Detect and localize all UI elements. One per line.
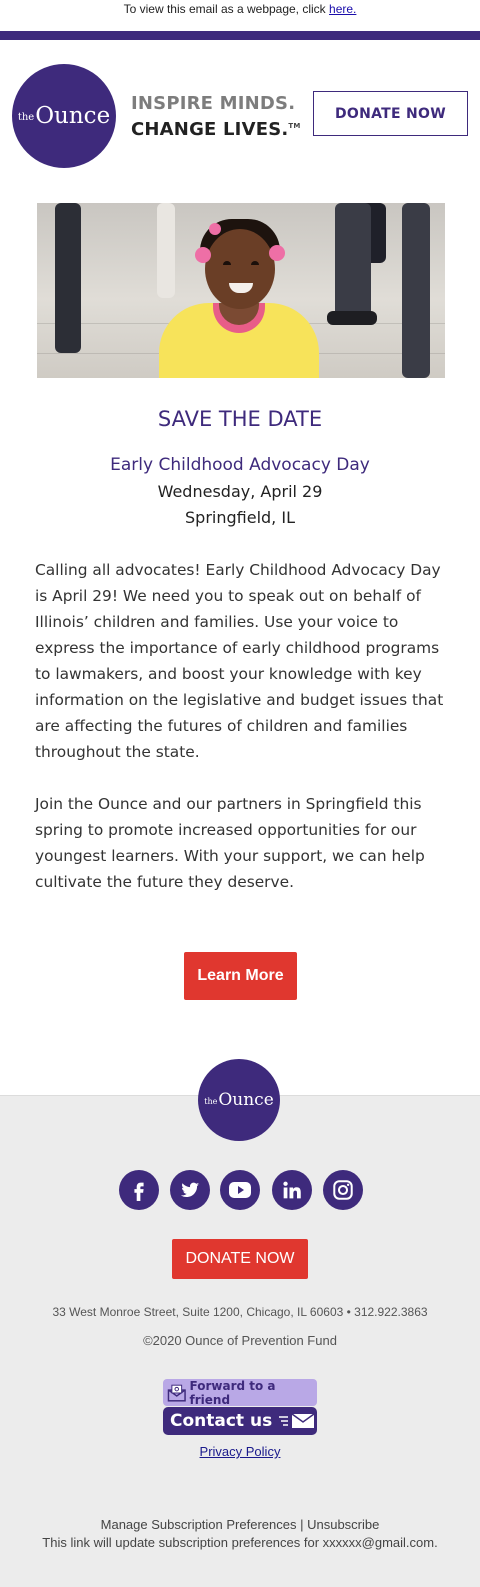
footer-logo-main-text: Ounce [218,1090,274,1110]
child-face [205,229,275,309]
tagline-line-2-text: CHANGE LIVES. [131,119,289,140]
footer-ounce-logo[interactable] [198,1059,280,1141]
background-leg [335,203,371,318]
body-paragraph-2: Join the Ounce and our partners in Springfield this spring to promote increased opportunities for our youngest learners. With your support, we can help cultivate the future they deserve. [35,795,425,891]
background-leg [157,203,175,298]
event-date: Wednesday, April 29 [157,482,323,501]
hair-clip [209,223,221,235]
twitter-link[interactable] [170,1170,210,1210]
child-eye [251,261,259,265]
footer-donate-now-button[interactable]: DONATE NOW [172,1239,308,1279]
facebook-link[interactable] [119,1170,159,1210]
footer-logo-small-text: the [204,1096,218,1106]
learn-more-button[interactable]: Learn More [184,952,297,1000]
envelope-icon [167,1384,187,1402]
preheader-text: To view this email as a webpage, click [123,2,330,16]
contact-us-button[interactable] [163,1407,317,1435]
background-shoe [327,311,377,325]
forward-label: Forward to a friend [189,1378,276,1407]
link-separator: | [296,1517,308,1532]
youtube-icon [228,1180,252,1200]
linkedin-icon [282,1180,302,1200]
background-leg [402,203,430,378]
email-header [0,40,480,190]
twitter-icon [179,1179,201,1201]
youtube-link[interactable] [220,1170,260,1210]
trademark-mark: TM [288,122,301,130]
hair-clip [269,245,285,261]
instagram-icon [332,1179,354,1201]
logo-small-text: the [17,111,35,123]
background-leg [55,203,81,353]
contact-label: Contact us [170,1411,273,1431]
unsubscribe-link[interactable]: Unsubscribe [307,1517,380,1532]
tagline-line-2 [131,115,301,141]
mailing-address: 33 West Monroe Street, Suite 1200, Chicago, IL 60603 • 312.922.3863 [52,1305,428,1319]
donate-now-button[interactable]: DONATE NOW [313,91,468,136]
instagram-link[interactable] [323,1170,363,1210]
tagline-line-1: INSPIRE MINDS. [131,93,296,114]
preheader [0,0,480,31]
tagline [131,92,301,141]
privacy-policy-row [0,1444,480,1459]
save-the-date-heading: SAVE THE DATE [157,407,323,431]
event-location: Springfield, IL [185,508,295,527]
webpage-link[interactable]: here. [329,2,357,16]
child-eye [223,261,231,265]
forward-to-friend-button[interactable] [163,1379,317,1406]
logo-main-text: Ounce [35,103,111,129]
mail-icon [278,1412,316,1430]
body-paragraph-1: Calling all advocates! Early Childhood Advocacy Day is April 29! We need you to speak out on behalf of Illinois’ children and families. Use your voice to express the importance of early childhood programs to lawmakers, and boost your knowledge with key information on the legislative and budget issues that are affecting the futures of children and families throughout the state. [35,561,444,761]
facebook-icon [128,1179,150,1201]
subscription-note: This link will update subscription preferences for xxxxxx@gmail.com. [42,1535,438,1550]
manage-subscription-link[interactable]: Manage Subscription Preferences [100,1517,297,1532]
linkedin-link[interactable] [272,1170,312,1210]
subscription-row [0,1517,480,1532]
top-accent-bar [0,31,480,40]
hero-image [37,203,445,378]
copyright: ©2020 Ounce of Prevention Fund [143,1333,337,1348]
event-name: Early Childhood Advocacy Day [110,455,370,475]
ounce-logo[interactable] [12,64,116,168]
hair-clip [195,247,211,263]
privacy-policy-link[interactable]: Privacy Policy [199,1444,281,1459]
